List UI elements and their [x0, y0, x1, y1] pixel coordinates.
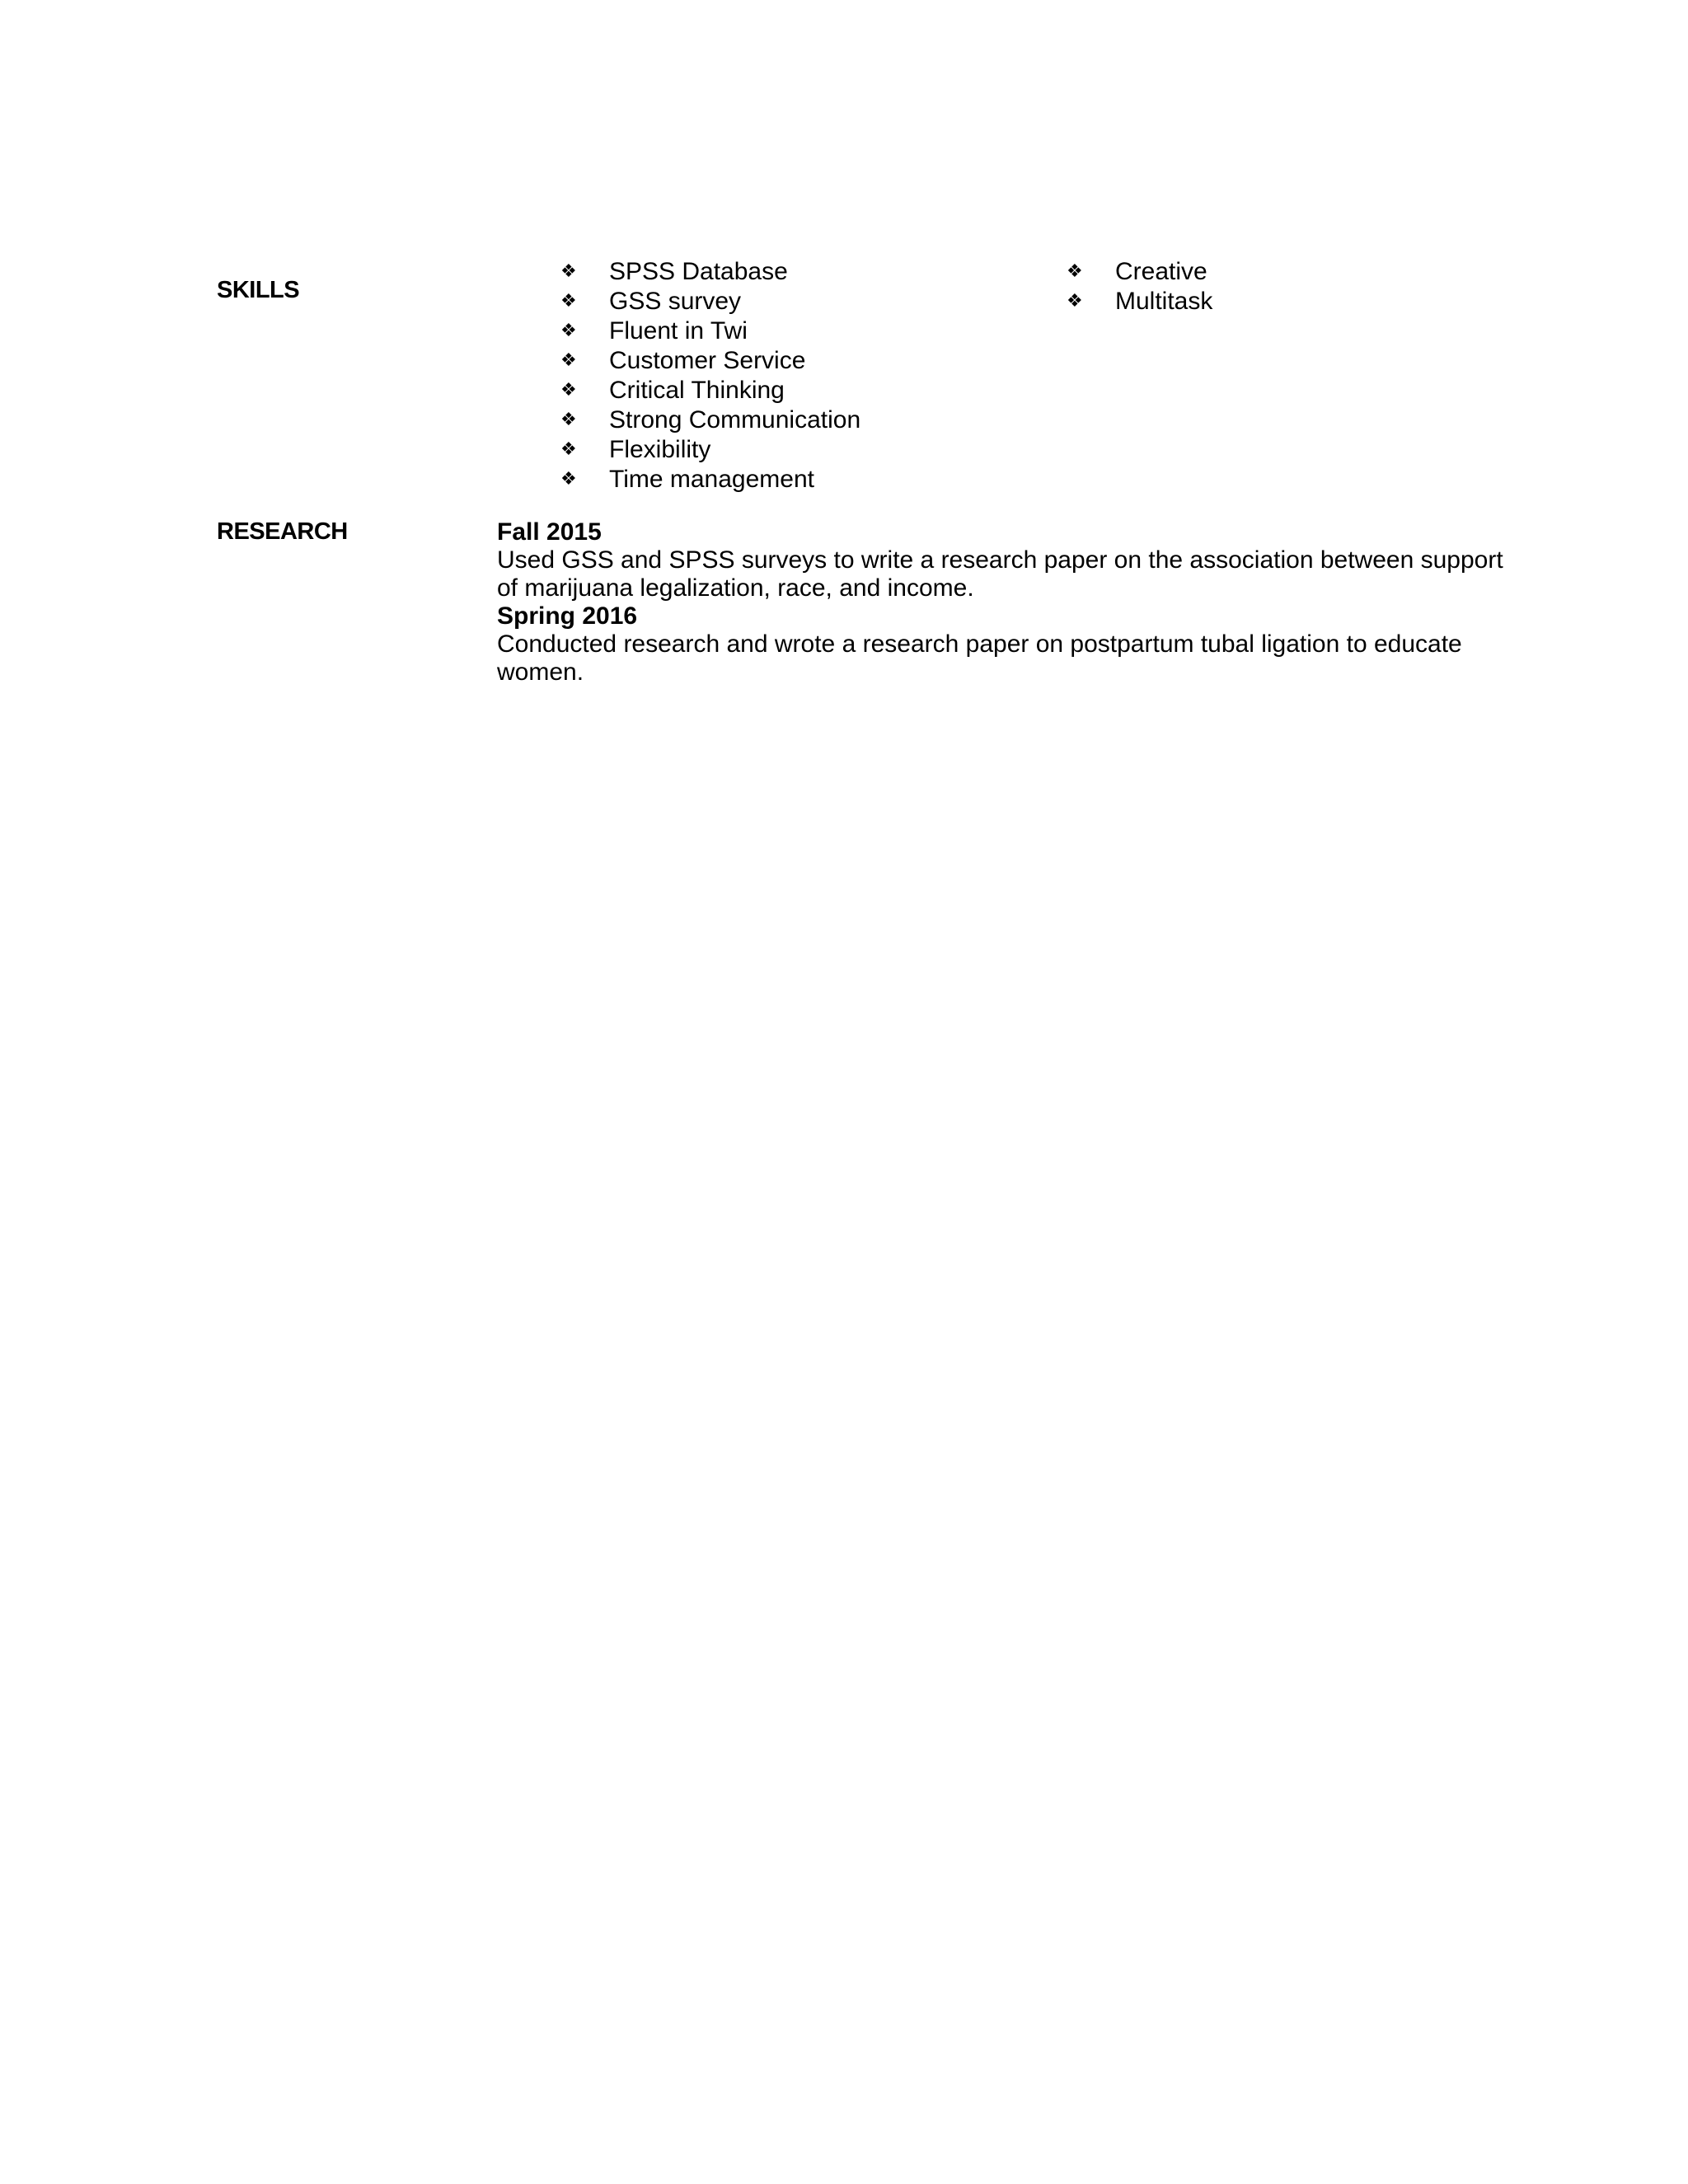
research-description: Conducted research and wrote a research paper on postpartum tubal ligation to educate women. — [497, 630, 1462, 686]
research-entries — [497, 518, 1511, 687]
four-diamond-bullet-icon: ❖ — [1067, 291, 1083, 312]
research-description: Used GSS and SPSS surveys to write a research paper on the association between support of marijuana legalization, race, and income. — [497, 546, 1503, 602]
four-diamond-bullet-icon: ❖ — [560, 439, 577, 460]
research-heading: RESEARCH — [217, 518, 348, 545]
research-entry — [497, 518, 1511, 602]
skills-heading: SKILLS — [217, 277, 300, 303]
four-diamond-bullet-icon: ❖ — [560, 469, 577, 490]
skill-label: SPSS Database — [609, 258, 788, 285]
research-term: Fall 2015 — [497, 518, 602, 546]
four-diamond-bullet-icon: ❖ — [1067, 261, 1083, 282]
four-diamond-bullet-icon: ❖ — [560, 291, 577, 312]
skill-label: Flexibility — [609, 436, 711, 463]
four-diamond-bullet-icon: ❖ — [560, 321, 577, 341]
skill-label: Critical Thinking — [609, 377, 785, 404]
four-diamond-bullet-icon: ❖ — [560, 350, 577, 371]
research-entry — [497, 602, 1511, 687]
four-diamond-bullet-icon: ❖ — [560, 380, 577, 401]
skill-label: Creative — [1115, 258, 1207, 285]
skill-label: GSS survey — [609, 288, 742, 315]
skill-label: Strong Communication — [609, 406, 861, 434]
skill-label: Time management — [609, 466, 814, 493]
skill-label: Fluent in Twi — [609, 317, 748, 344]
four-diamond-bullet-icon: ❖ — [560, 410, 577, 430]
skill-label: Multitask — [1115, 288, 1213, 315]
four-diamond-bullet-icon: ❖ — [560, 261, 577, 282]
research-term: Spring 2016 — [497, 602, 638, 630]
skill-label: Customer Service — [609, 347, 806, 374]
